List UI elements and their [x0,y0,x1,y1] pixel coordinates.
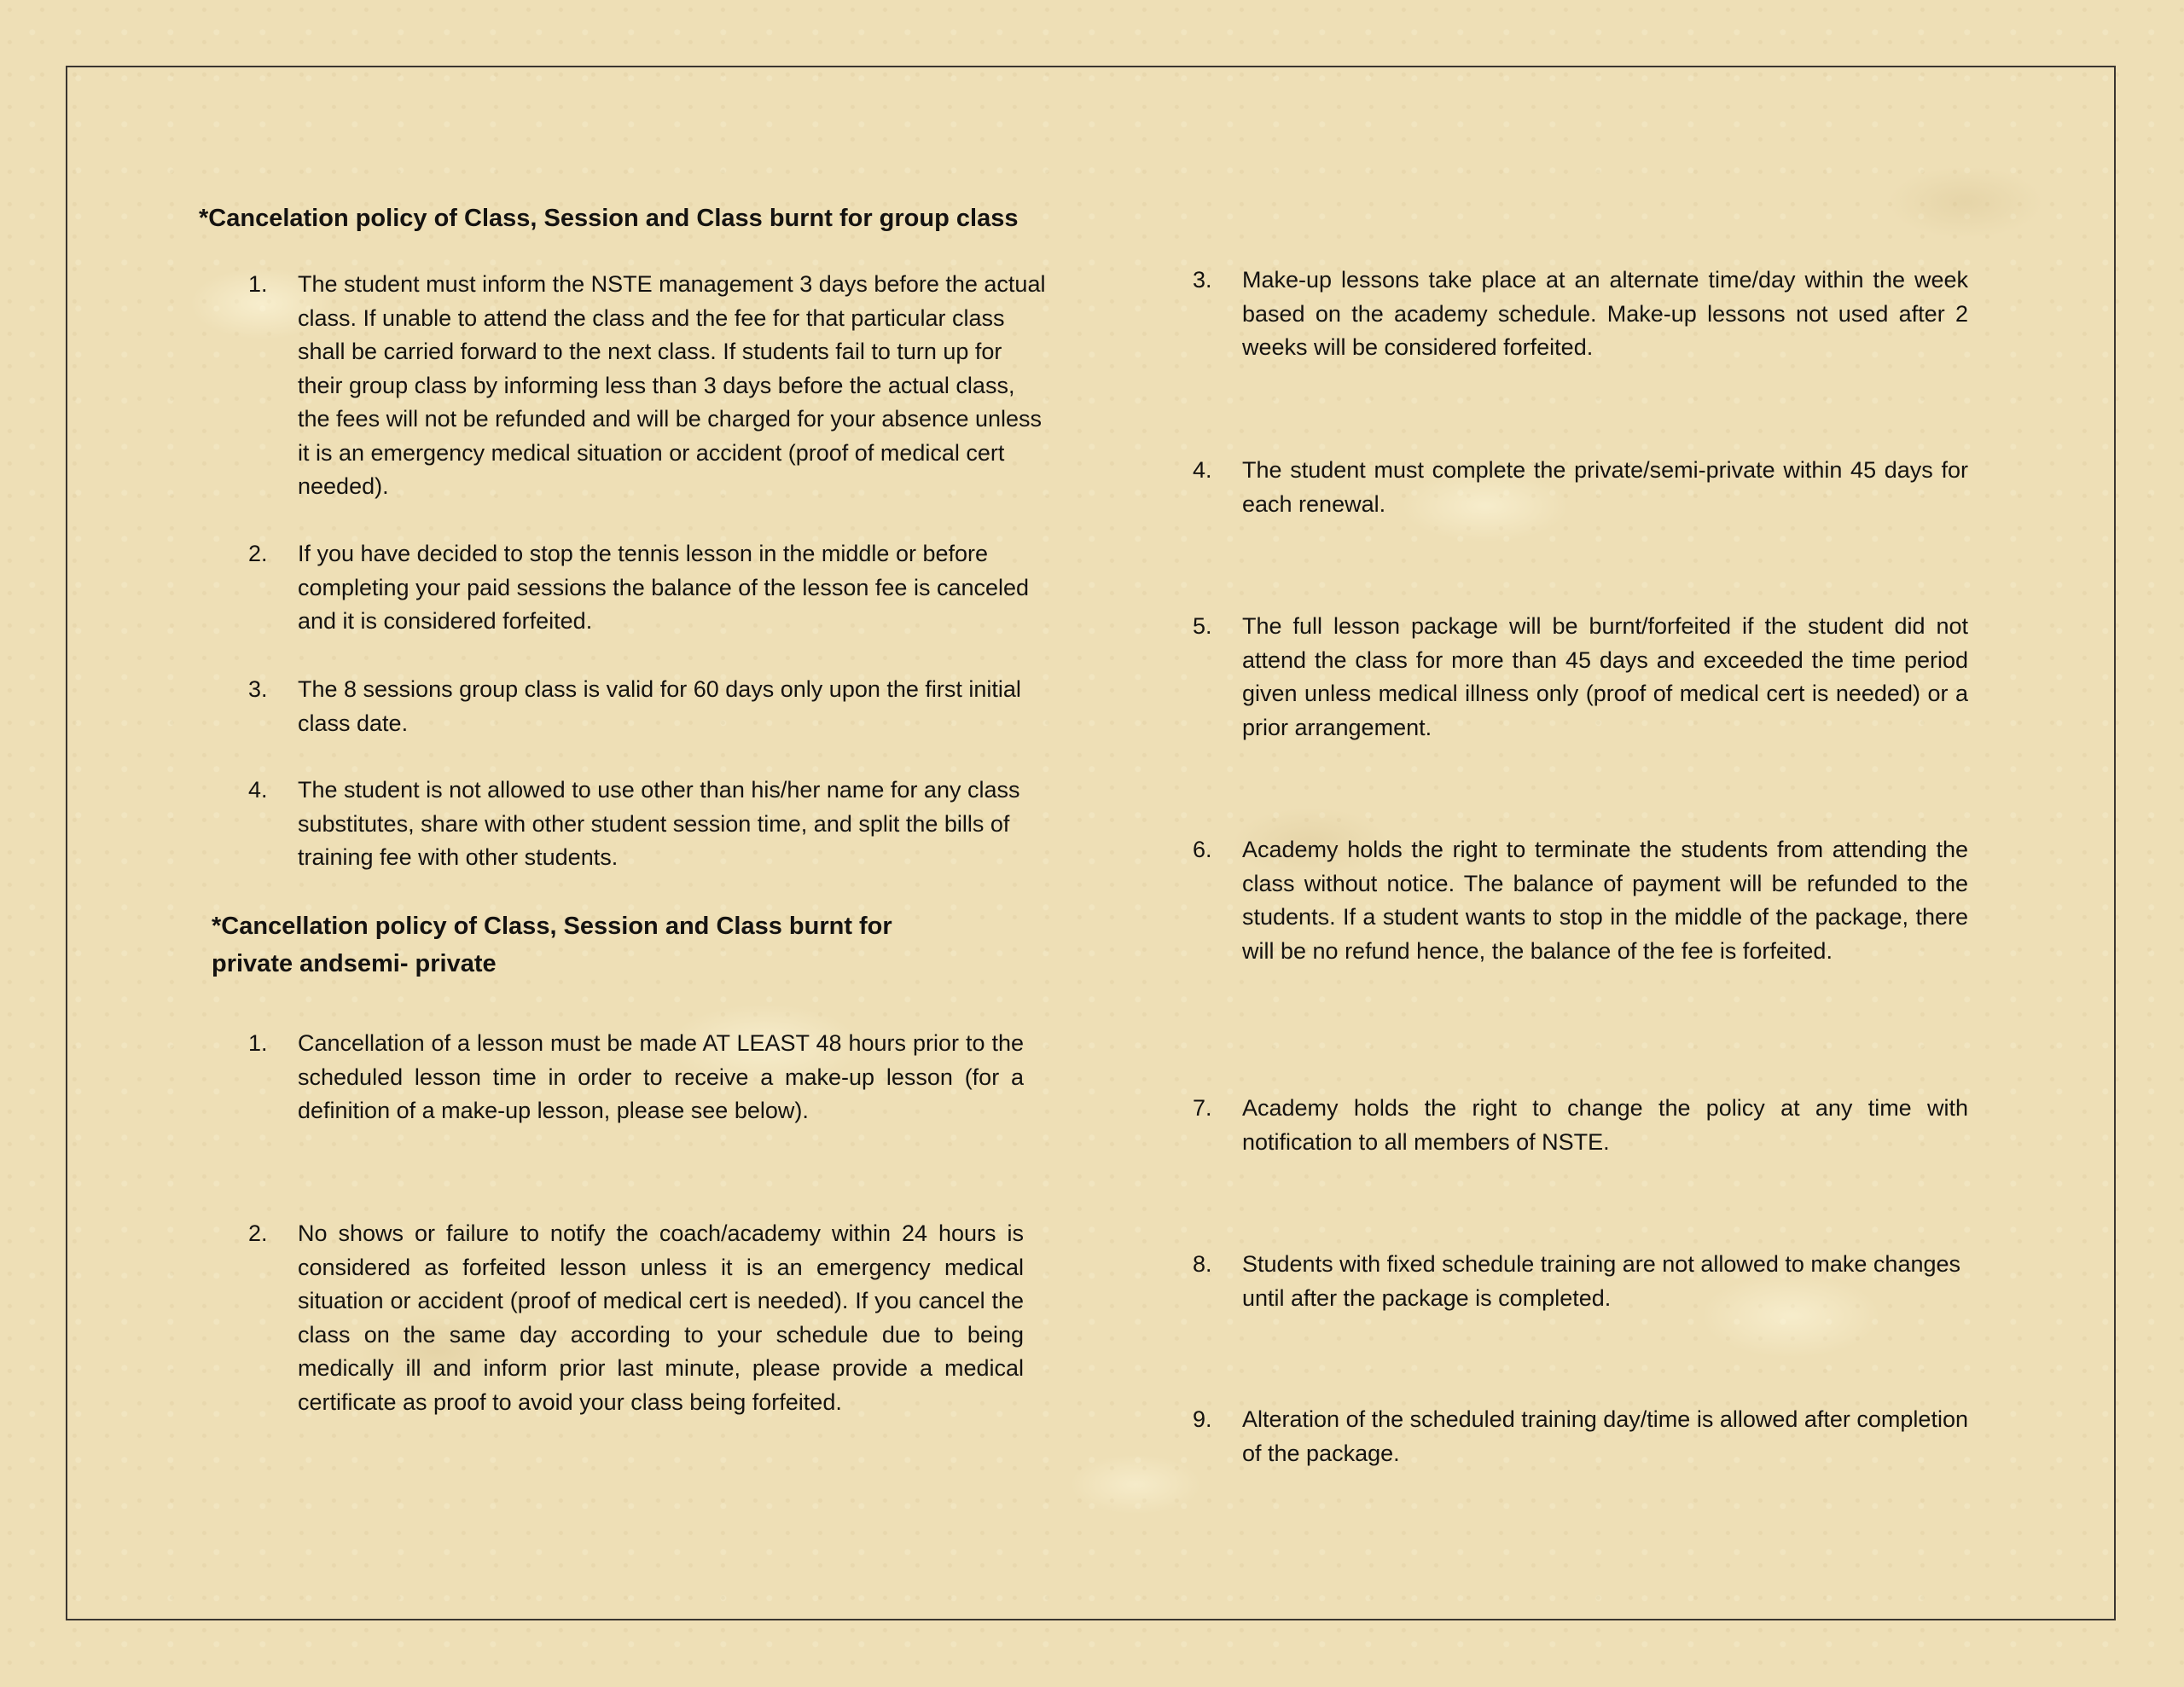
list-item-text: The 8 sessions group class is valid for 60 days only upon the first initial class date. [298,676,1021,736]
list-item-text: Alteration of the scheduled training day/time is allowed after completion of the package. [1242,1406,1968,1466]
group-class-policy-heading: *Cancelation policy of Class, Session and Class burnt for group class [199,205,1019,232]
list-item-text: Academy holds the right to terminate the students from attending the class without notice. The balance of payment will be refunded to the students. If a student wants to stop in the middle of the package, there will be no refund hence, the balance of the fee is forfeited. [1242,837,1968,964]
list-item-text: The student must inform the NSTE management 3 days before the actual class. If unable to attend the class and the fee for that particular class shall be carried forward to the next class. If students fail to turn up for their group class by informing less than 3 days before the actual class, the fees will not be refunded and will be charged for your absence unless it is an emergency medical situation or accident (proof of medical cert needed). [298,271,1046,499]
list-item-text: Make-up lessons take place at an alternate time/day within the week based on the academy schedule. Make-up lessons not used after 2 weeks will be considered forfeited. [1242,267,1968,360]
list-item-text: Academy holds the right to change the policy at any time with notification to all members of NSTE. [1242,1095,1968,1155]
list-number: 3. [1193,267,1212,293]
list-number: 4. [1193,457,1212,483]
list-item-text: No shows or failure to notify the coach/academy within 24 hours is considered as forfeited lesson unless it is an emergency medical situation or accident (proof of medical cert is needed). If you cancel the class on the same day according to your schedule due to being medically ill and inform prior last minute, please provide a medical certificate as proof to avoid your class being forfeited. [298,1220,1024,1415]
list-number: 8. [1193,1251,1212,1277]
private-heading-line-1: *Cancellation policy of Class, Session and Class burnt for [212,913,892,940]
list-item-text: The student is not allowed to use other than his/her name for any class substitutes, share with other student session time, and split the bills of training fee with other students. [298,777,1020,870]
list-number: 1. [248,1030,268,1056]
list-number: 5. [1193,613,1212,639]
list-number: 4. [248,777,268,803]
list-item-text: If you have decided to stop the tennis lesson in the middle or before completing your paid sessions the balance of the lesson fee is canceled and it is considered forfeited. [298,541,1030,634]
list-number: 1. [248,271,268,297]
list-number: 7. [1193,1095,1212,1121]
private-heading-line-2: private andsemi- private [212,950,497,977]
list-number: 3. [248,676,268,702]
list-number: 2. [248,1220,268,1246]
list-item-text: The full lesson package will be burnt/forfeited if the student did not attend the class for more than 45 days and exceeded the time period given unless medical illness only (proof of medical cert is needed) or a prior arrangement. [1242,613,1968,740]
private-class-policy-heading [212,907,1065,983]
list-item-text: Students with fixed schedule training are not allowed to make changes until after the package is completed. [1242,1251,1961,1311]
list-item-text: The student must complete the private/semi-private within 45 days for each renewal. [1242,457,1968,517]
list-number: 9. [1193,1406,1212,1432]
list-number: 6. [1193,837,1212,862]
list-item-text: Cancellation of a lesson must be made AT LEAST 48 hours prior to the scheduled lesson time in order to receive a make-up lesson (for a definition of a make-up lesson, please see below). [298,1030,1024,1123]
list-number: 2. [248,541,268,566]
